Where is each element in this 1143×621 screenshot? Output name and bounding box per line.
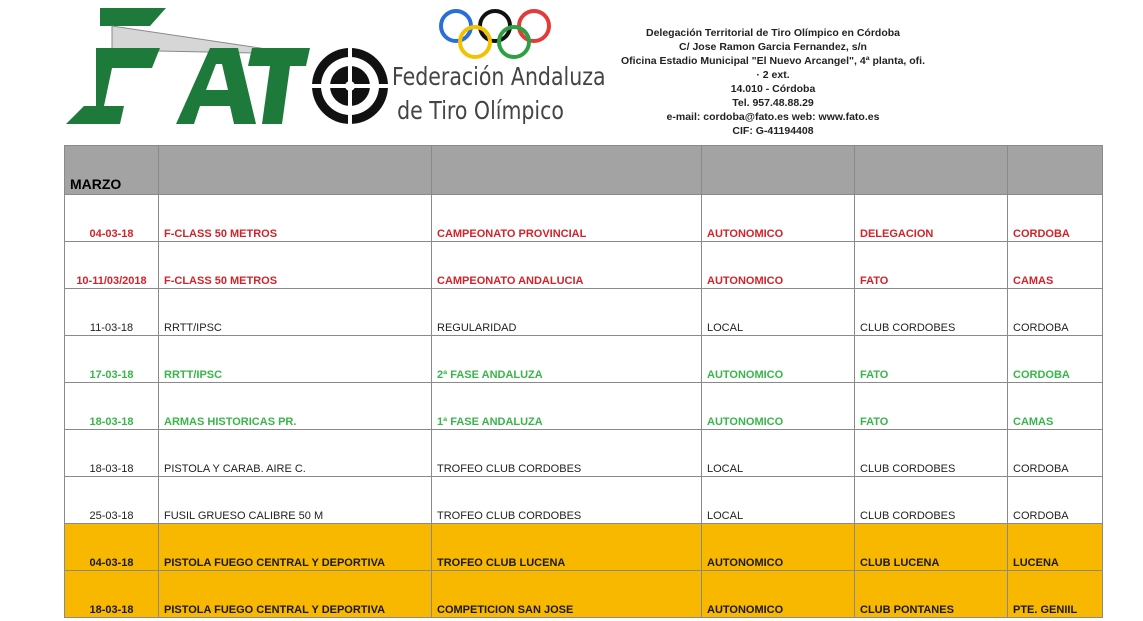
level-cell: LOCAL [702, 477, 855, 524]
discipline-cell: PISTOLA FUEGO CENTRAL Y DEPORTIVA [159, 524, 432, 571]
header-cell [702, 146, 855, 195]
discipline-cell: RRTT/IPSC [159, 289, 432, 336]
location-cell: CORDOBA [1008, 289, 1103, 336]
contact-line: Oficina Estadio Municipal "El Nuevo Arcangel", 4ª planta, ofi. [620, 55, 925, 67]
table-row [65, 430, 1103, 477]
discipline-cell: F-CLASS 50 METROS [159, 195, 432, 242]
organizer-cell: FATO [855, 242, 1008, 289]
contact-line: e-mail: cordoba@fato.es web: www.fato.es [666, 111, 880, 123]
contact-line: C/ Jose Ramon Garcia Fernandez, s/n [679, 41, 867, 53]
organizer-cell: CLUB PONTANES [855, 571, 1008, 618]
table-header-row [65, 146, 1103, 195]
contact-line: CIF: G-41194408 [732, 125, 814, 137]
date-cell: 18-03-18 [65, 383, 159, 430]
level-cell: LOCAL [702, 430, 855, 477]
table-row [65, 477, 1103, 524]
date-cell: 18-03-18 [65, 430, 159, 477]
contact-line: Tel. 957.48.88.29 [732, 97, 814, 109]
location-cell: CORDOBA [1008, 477, 1103, 524]
table-row [65, 571, 1103, 618]
contact-line: Delegación Territorial de Tiro Olímpico en Córdoba [646, 27, 900, 39]
competition-cell: REGULARIDAD [432, 289, 702, 336]
target-icon [310, 46, 390, 126]
contact-line: · 2 ext. [756, 69, 790, 81]
fato-logo [60, 6, 390, 130]
month-heading: MARZO [65, 146, 159, 195]
competition-cell: TROFEO CLUB CORDOBES [432, 477, 702, 524]
date-cell: 04-03-18 [65, 524, 159, 571]
organizer-cell: CLUB CORDOBES [855, 289, 1008, 336]
competition-cell: COMPETICION SAN JOSE [432, 571, 702, 618]
federation-name-line: Federación Andaluza [392, 62, 606, 91]
federation-name-line: de Tiro Olímpico [397, 96, 564, 125]
table-row [65, 336, 1103, 383]
header-cell [855, 146, 1008, 195]
location-cell: CORDOBA [1008, 430, 1103, 477]
level-cell: LOCAL [702, 289, 855, 336]
federation-name [392, 60, 606, 128]
discipline-cell: F-CLASS 50 METROS [159, 242, 432, 289]
location-cell: CORDOBA [1008, 336, 1103, 383]
organizer-cell: FATO [855, 383, 1008, 430]
discipline-cell: PISTOLA Y CARAB. AIRE C. [159, 430, 432, 477]
organizer-cell: CLUB LUCENA [855, 524, 1008, 571]
organizer-cell: CLUB CORDOBES [855, 430, 1008, 477]
location-cell: PTE. GENIIL [1008, 571, 1103, 618]
olympic-rings-icon [438, 8, 554, 62]
competition-cell: TROFEO CLUB LUCENA [432, 524, 702, 571]
location-cell: LUCENA [1008, 524, 1103, 571]
competition-cell: 2ª FASE ANDALUZA [432, 336, 702, 383]
competition-cell: 1ª FASE ANDALUZA [432, 383, 702, 430]
table-row [65, 289, 1103, 336]
table-row [65, 524, 1103, 571]
contact-line: 14.010 - Córdoba [730, 83, 816, 95]
fato-logo-letter-f [66, 48, 160, 124]
date-cell: 18-03-18 [65, 571, 159, 618]
level-cell: AUTONOMICO [702, 242, 855, 289]
location-cell: CORDOBA [1008, 195, 1103, 242]
competition-cell: TROFEO CLUB CORDOBES [432, 430, 702, 477]
competition-cell: CAMPEONATO ANDALUCIA [432, 242, 702, 289]
header-cell [1008, 146, 1103, 195]
level-cell: AUTONOMICO [702, 336, 855, 383]
organizer-cell: FATO [855, 336, 1008, 383]
discipline-cell: ARMAS HISTORICAS PR. [159, 383, 432, 430]
level-cell: AUTONOMICO [702, 195, 855, 242]
level-cell: AUTONOMICO [702, 383, 855, 430]
level-cell: AUTONOMICO [702, 524, 855, 571]
contact-block [588, 26, 958, 138]
table-row [65, 383, 1103, 430]
table-row [65, 195, 1103, 242]
date-cell: 11-03-18 [65, 289, 159, 336]
header-cell [432, 146, 702, 195]
fato-logo-pointer [100, 8, 166, 26]
date-cell: 04-03-18 [65, 195, 159, 242]
discipline-cell: PISTOLA FUEGO CENTRAL Y DEPORTIVA [159, 571, 432, 618]
organizer-cell: DELEGACION [855, 195, 1008, 242]
date-cell: 10-11/03/2018 [65, 242, 159, 289]
competition-cell: CAMPEONATO PROVINCIAL [432, 195, 702, 242]
discipline-cell: RRTT/IPSC [159, 336, 432, 383]
fato-logo-letter-t [248, 48, 310, 124]
date-cell: 17-03-18 [65, 336, 159, 383]
discipline-cell: FUSIL GRUESO CALIBRE 50 M [159, 477, 432, 524]
location-cell: CAMAS [1008, 383, 1103, 430]
header-cell [159, 146, 432, 195]
date-cell: 25-03-18 [65, 477, 159, 524]
level-cell: AUTONOMICO [702, 571, 855, 618]
schedule-table [64, 145, 1103, 618]
organizer-cell: CLUB CORDOBES [855, 477, 1008, 524]
location-cell: CAMAS [1008, 242, 1103, 289]
table-row [65, 242, 1103, 289]
